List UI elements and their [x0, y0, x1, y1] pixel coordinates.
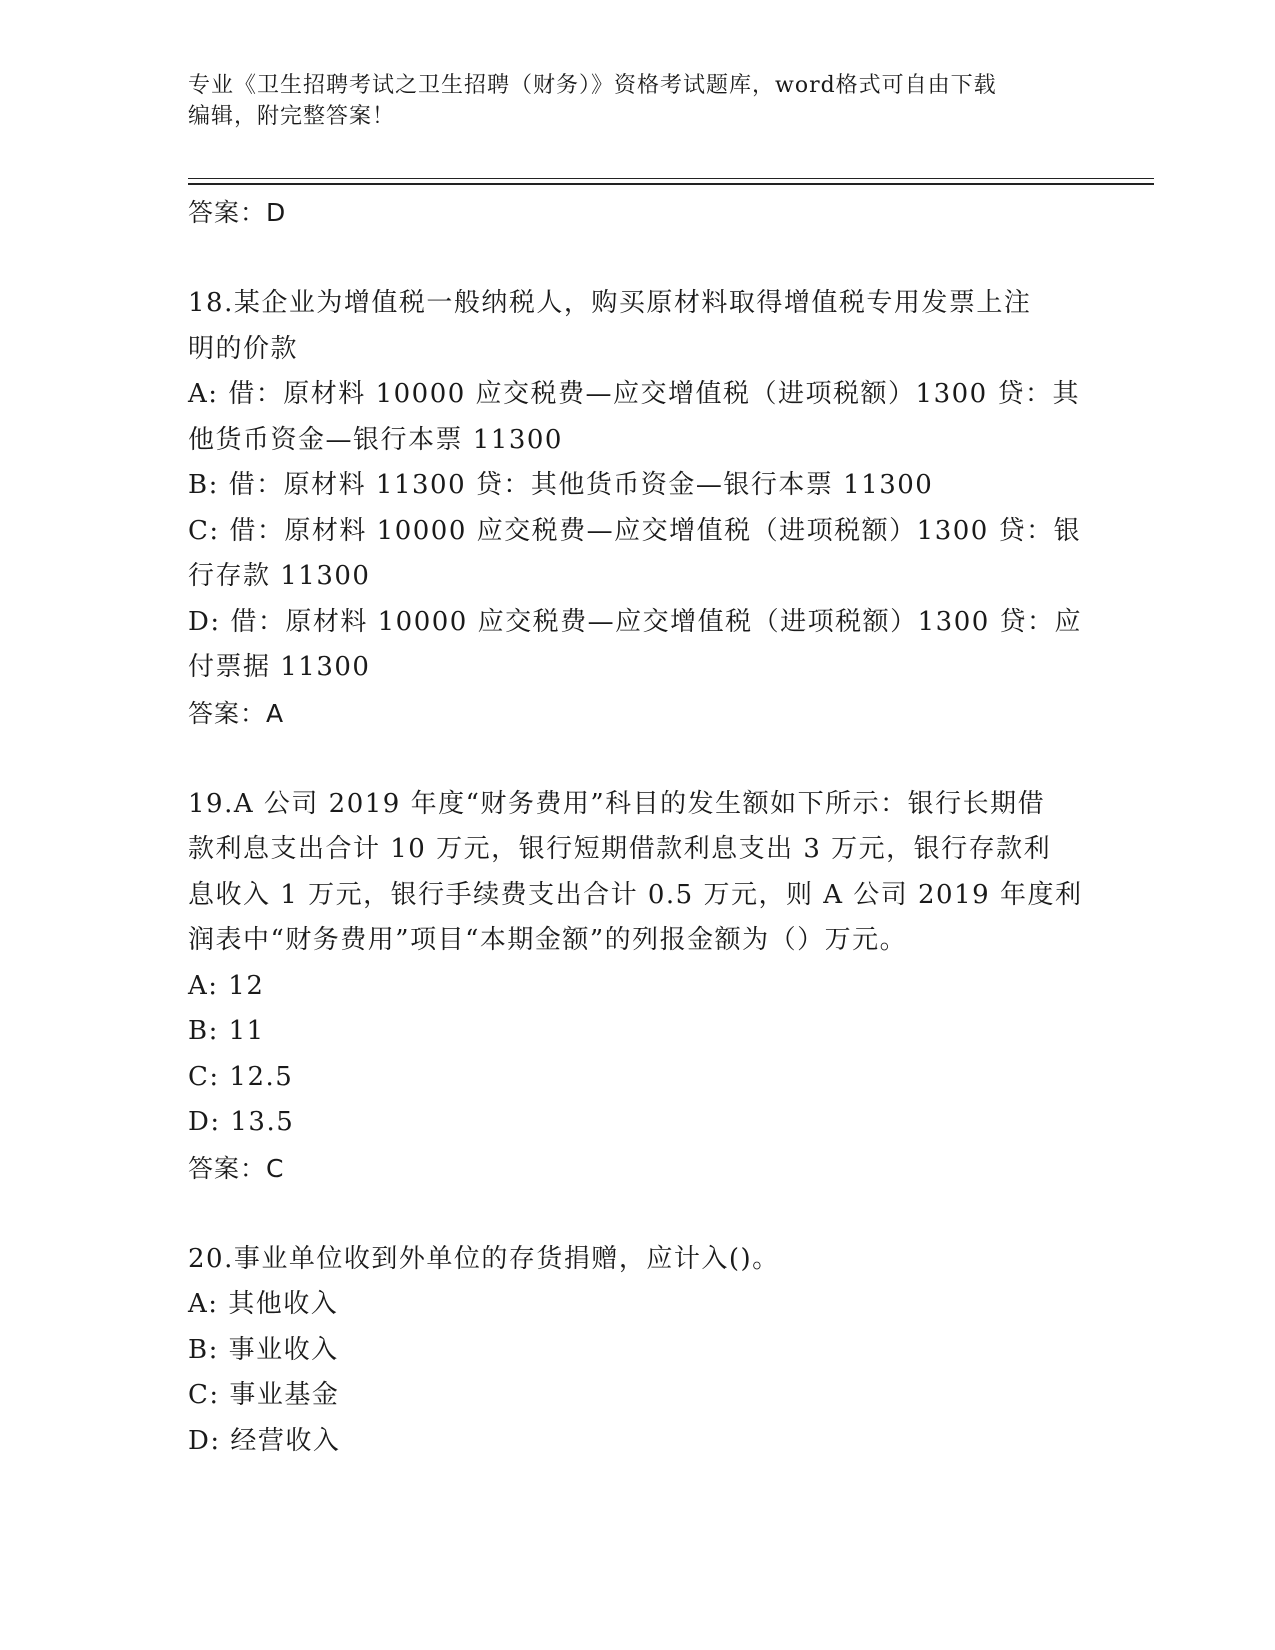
question-stem-line: 19.A 公司 2019 年度“财务费用”科目的发生额如下所示：银行长期借: [188, 788, 1046, 819]
question-19: [188, 782, 1088, 1191]
option-a: A: 12: [188, 970, 265, 1001]
header-divider-thick: [188, 183, 1154, 185]
option-a: A: 其他收入: [188, 1289, 339, 1319]
question-stem-line: 20.事业单位收到外单位的存货捐赠，应计入()。: [188, 1243, 780, 1274]
option-a-line: 他货币资金—银行本票 11300: [188, 424, 563, 455]
spacer: [188, 1191, 1088, 1237]
question-stem-line: 明的价款: [188, 333, 299, 364]
document-header: [188, 70, 1068, 132]
option-b: B: 11: [188, 1016, 265, 1046]
header-line-1: 专业《卫生招聘考试之卫生招聘（财务）》资格考试题库，word格式可自由下载: [188, 73, 997, 98]
question-18: [188, 281, 1088, 736]
option-d-line: 付票据 11300: [188, 652, 371, 682]
spacer: [188, 235, 1088, 281]
spacer: [188, 736, 1088, 782]
option-c-line: C: 借：原材料 10000 应交税费—应交增值税（进项税额）1300 贷：银: [188, 515, 1082, 546]
header-divider-thin: [188, 178, 1154, 179]
question-stem-line: 润表中“财务费用”项目“本期金额”的列报金额为（）万元。: [188, 925, 908, 955]
question-20: [188, 1237, 1088, 1465]
question-stem-line: 18.某企业为增值税一般纳税人，购买原材料取得增值税专用发票上注: [188, 288, 1032, 318]
previous-answer: 答案：D: [188, 198, 287, 227]
option-b: B: 事业收入: [188, 1334, 339, 1365]
option-b-line: B: 借：原材料 11300 贷：其他货币资金—银行本票 11300: [188, 470, 934, 500]
answer: 答案：A: [188, 698, 285, 728]
option-d-line: D: 借：原材料 10000 应交税费—应交增值税（进项税额）1300 贷：应: [188, 606, 1083, 637]
question-list: [188, 190, 1088, 1464]
answer: 答案：C: [188, 1153, 285, 1183]
option-c: C: 事业基金: [188, 1380, 340, 1410]
option-d: D: 13.5: [188, 1107, 295, 1137]
option-c: C: 12.5: [188, 1061, 294, 1092]
question-stem-line: 息收入 1 万元，银行手续费支出合计 0.5 万元，则 A 公司 2019 年度利: [188, 879, 1083, 910]
question-stem-line: 款利息支出合计 10 万元，银行短期借款利息支出 3 万元，银行存款利: [188, 834, 1052, 864]
option-a-line: A: 借：原材料 10000 应交税费—应交增值税（进项税额）1300 贷：其: [188, 379, 1080, 409]
option-c-line: 行存款 11300: [188, 561, 371, 591]
header-line-2: 编辑，附完整答案！: [188, 104, 396, 129]
option-d: D: 经营收入: [188, 1425, 341, 1456]
